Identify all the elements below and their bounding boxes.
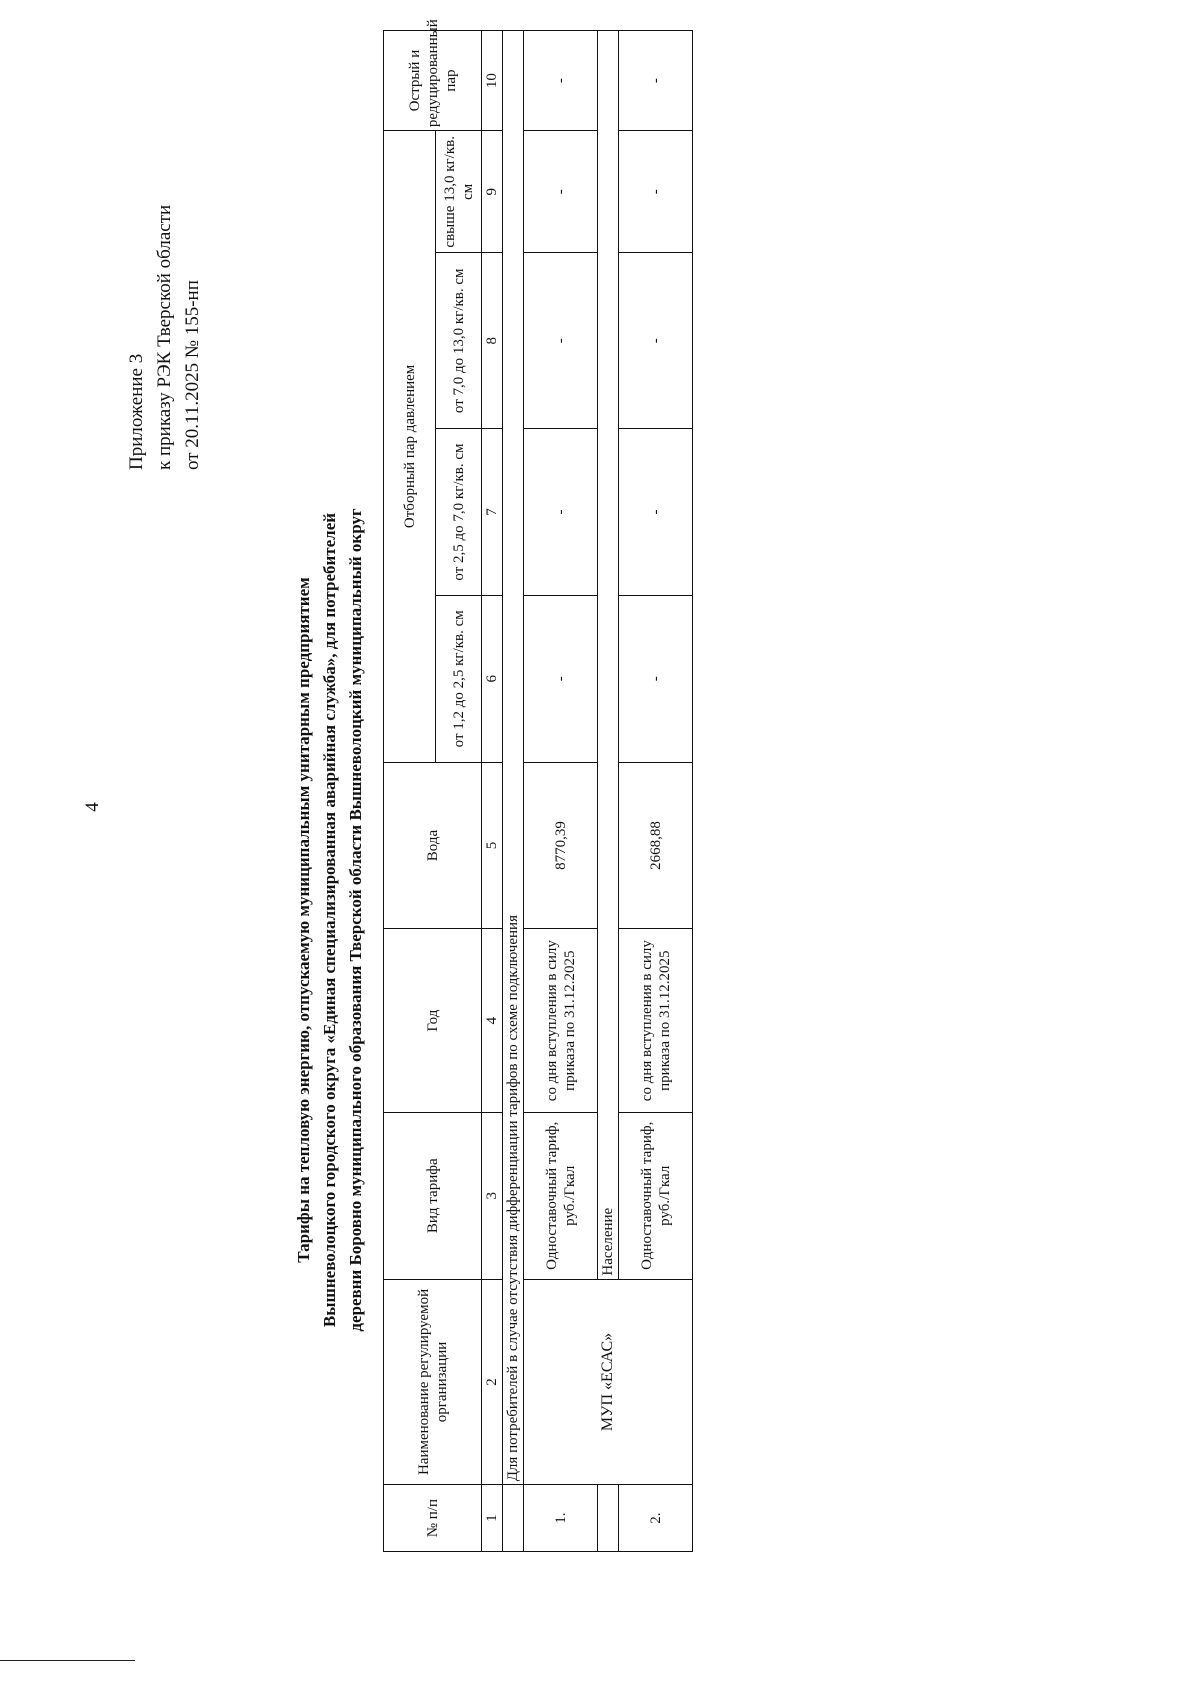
column-number-row	[482, 31, 503, 1552]
row-1-p4: -	[524, 131, 598, 253]
table-row	[524, 31, 598, 1552]
row-1-p3: -	[524, 253, 598, 429]
row-2-year: со дня вступления в силу приказа по 31.12.2025	[619, 929, 693, 1112]
row-1-water: 8770,39	[524, 762, 598, 929]
appendix-reference	[123, 30, 207, 470]
document-title	[291, 295, 369, 1545]
tariff-table-container	[383, 19, 681, 1552]
row-1-tariff-type: Одноставочный тариф, руб./Гкал	[524, 1112, 598, 1279]
section-label-1: Для потребителей в случае отсутствия дифференциации тарифов по схеме подключения	[503, 31, 524, 1485]
organization-name: МУП «ЕСАС»	[524, 1279, 693, 1485]
appendix-line-2: к приказу РЭК Тверской области	[154, 204, 175, 470]
header-year: Год	[384, 929, 482, 1112]
header-organization: Наименование регулируемой организации	[384, 1279, 482, 1485]
col-number-2: 2	[482, 1279, 503, 1485]
page-number: 4	[82, 802, 103, 812]
row-2-p4: -	[619, 131, 693, 253]
section-label-2: Население	[598, 31, 619, 1280]
footnote-divider	[0, 1660, 135, 1661]
header-steam-group: Отборный пар давлением	[384, 131, 436, 763]
header-pressure-4: свыше 13,0 кг/кв. см	[436, 131, 482, 253]
header-pressure-1: от 1,2 до 2,5 кг/кв. см	[436, 595, 482, 762]
header-pressure-3: от 7,0 до 13,0 кг/кв. см	[436, 253, 482, 429]
title-line-1: Тарифы на тепловую энергию, отпускаемую муниципальным унитарным предприятием	[294, 577, 313, 1263]
section-row-1	[503, 31, 524, 1552]
header-water: Вода	[384, 762, 482, 929]
col-number-4: 4	[482, 929, 503, 1112]
appendix-line-1: Приложение 3	[126, 353, 147, 470]
tariff-table	[383, 19, 693, 1552]
header-sharp-steam: Острый и редуцированный пар	[384, 31, 482, 131]
row-2-p3: -	[619, 253, 693, 429]
col-number-9: 9	[482, 131, 503, 253]
row-1-p1: -	[524, 595, 598, 762]
header-row-1	[384, 31, 436, 1552]
row-2-p2: -	[619, 429, 693, 596]
row-2-sharp: -	[619, 31, 693, 131]
row-1-p2: -	[524, 429, 598, 596]
col-number-5: 5	[482, 762, 503, 929]
col-number-3: 3	[482, 1112, 503, 1279]
row-2-tariff-type: Одноставочный тариф, руб./Гкал	[619, 1112, 693, 1279]
col-number-8: 8	[482, 253, 503, 429]
row-1-sharp: -	[524, 31, 598, 131]
row-2-num: 2.	[619, 1485, 693, 1552]
row-2-water: 2668,88	[619, 762, 693, 929]
appendix-line-3: от 20.11.2025 № 155-нп	[182, 280, 203, 470]
header-tariff-type: Вид тарифа	[384, 1112, 482, 1279]
title-line-2: Вышневолоцкого городского округа «Единая специализированная аварийная служба», для потребителей	[320, 512, 339, 1328]
title-line-3: деревни Боровно муниципального образования Тверской области Вышневолоцкий муниципальный округ	[346, 508, 365, 1332]
col-number-7: 7	[482, 429, 503, 596]
header-num: № п/п	[384, 1485, 482, 1552]
col-number-1: 1	[482, 1485, 503, 1552]
col-number-6: 6	[482, 595, 503, 762]
col-number-10: 10	[482, 31, 503, 131]
row-1-num: 1.	[524, 1485, 598, 1552]
header-pressure-2: от 2,5 до 7,0 кг/кв. см	[436, 429, 482, 596]
row-2-p1: -	[619, 595, 693, 762]
row-1-year: со дня вступления в силу приказа по 31.12.2025	[524, 929, 598, 1112]
